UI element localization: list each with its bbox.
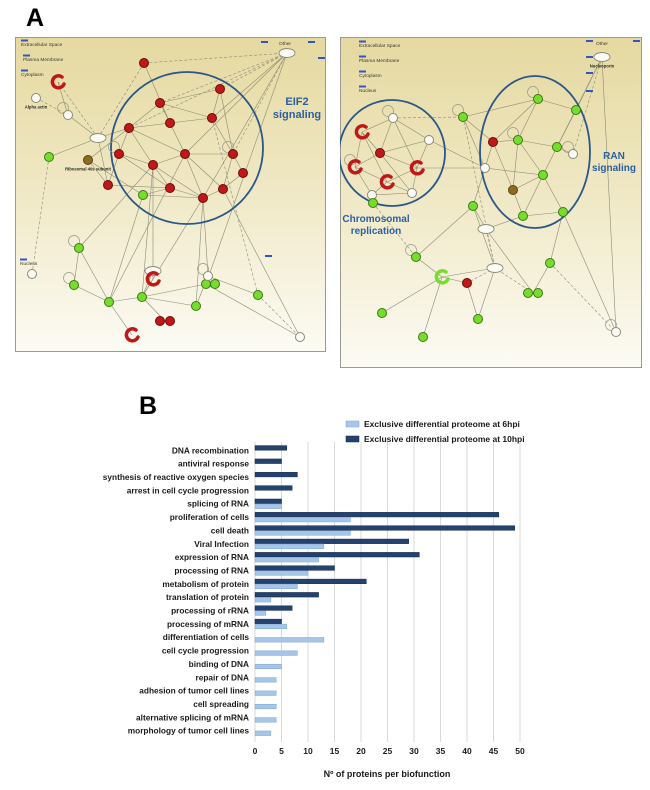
compartment-dash-icon	[20, 259, 27, 261]
bar-10hpi	[255, 619, 282, 624]
compartment-label: Cytoplasm	[359, 74, 382, 79]
green-protein-node	[45, 153, 54, 162]
x-tick-label: 40	[462, 746, 472, 756]
category-label: proliferation of cells	[169, 512, 249, 523]
compartment-dash-icon	[359, 71, 366, 73]
bar-10hpi	[255, 459, 282, 464]
red-protein-node	[104, 181, 113, 190]
green-protein-node	[369, 199, 378, 208]
blue-dash-marker	[586, 90, 593, 92]
red-protein-node	[140, 59, 149, 68]
green-protein-node	[75, 244, 84, 253]
bar-6hpi	[255, 718, 276, 723]
legend-swatch	[346, 421, 359, 427]
compartment-dash-icon	[21, 70, 28, 72]
red-protein-node	[239, 169, 248, 178]
bar-10hpi	[255, 526, 515, 531]
red-protein-node	[463, 279, 472, 288]
panel-b-label: B	[139, 392, 158, 420]
x-tick-label: 5	[279, 746, 284, 756]
pathway-annotation: RAN	[603, 151, 625, 162]
compartment-label: Nucleus	[359, 89, 377, 94]
legend-label: Exclusive differential proteome at 10hpi	[364, 434, 525, 444]
category-label: metabolism of protein	[162, 578, 249, 589]
green-protein-node	[412, 253, 421, 262]
green-protein-node	[474, 315, 483, 324]
bar-6hpi	[255, 691, 276, 696]
green-protein-node	[254, 291, 263, 300]
category-label: synthesis of reactive oxygen species	[102, 472, 249, 482]
green-dimer-node	[524, 289, 533, 298]
bar-6hpi	[255, 731, 271, 736]
green-protein-node	[138, 293, 147, 302]
white-protein-node	[569, 150, 578, 159]
red-protein-node	[149, 161, 158, 170]
network-background	[341, 38, 642, 368]
compartment-dash-icon	[359, 56, 366, 58]
chart-bars	[255, 446, 515, 736]
green-protein-node	[419, 333, 428, 342]
compartment-label: Plasma Membrane	[23, 58, 64, 63]
compartment-label: Other	[596, 42, 608, 47]
green-protein-node	[469, 202, 478, 211]
green-protein-node	[378, 309, 387, 318]
green-dimer-node	[534, 289, 543, 298]
compartment-dash-icon	[21, 40, 28, 42]
category-label: cell cycle progression	[161, 645, 249, 656]
biofunction-bar-chart	[0, 400, 650, 790]
bar-6hpi	[255, 678, 276, 683]
green-protein-node	[139, 191, 148, 200]
panel-a-label: A	[26, 4, 45, 32]
pathway-annotation: replication	[350, 226, 402, 237]
compartment-label: Cytoplasm	[21, 73, 44, 78]
green-protein-node	[105, 298, 114, 307]
node-label: Alpha actin	[24, 104, 48, 110]
x-tick-label: 50	[515, 746, 525, 756]
category-label: antiviral response	[177, 458, 249, 469]
bar-6hpi	[255, 517, 350, 522]
red-protein-node	[156, 99, 165, 108]
green-protein-node	[559, 208, 568, 217]
bar-10hpi	[255, 566, 335, 571]
category-label: cell spreading	[193, 698, 249, 709]
red-protein-node	[199, 194, 208, 203]
compartment-label: Extracellular Space	[21, 43, 63, 48]
white-protein-node	[389, 114, 398, 123]
category-label: splicing of RNA	[187, 498, 249, 509]
red-protein-node	[115, 150, 124, 159]
category-label: processing of mRNA	[166, 618, 249, 629]
bar-6hpi	[255, 638, 324, 643]
red-protein-node	[489, 138, 498, 147]
white-protein-node	[204, 272, 213, 281]
compartment-label: Plasma Membrane	[359, 59, 400, 64]
category-label: translation of protein	[166, 592, 249, 603]
category-label: adhesion of tumor cell lines	[139, 685, 249, 696]
compartment-dash-icon	[359, 86, 366, 88]
white-protein-node	[64, 111, 73, 120]
green-protein-node	[514, 136, 523, 145]
x-tick-label: 15	[329, 746, 340, 756]
pathway-annotation: signaling	[272, 109, 322, 121]
legend-label: Exclusive differential proteome at 6hpi	[364, 419, 520, 429]
category-label: alternative splicing of mRNA	[136, 712, 249, 723]
bar-6hpi	[255, 651, 297, 656]
bar-6hpi	[255, 584, 297, 589]
x-tick-label: 0	[252, 746, 258, 756]
bar-6hpi	[255, 544, 324, 549]
green-protein-node	[192, 302, 201, 311]
red-dimer-node	[166, 317, 175, 326]
compartment-dash-icon	[359, 41, 366, 43]
red-protein-node	[181, 150, 190, 159]
white-protein-node	[32, 94, 41, 103]
category-label: morphology of tumor cell lines	[127, 725, 249, 736]
blue-dash-marker	[586, 40, 593, 42]
bar-6hpi	[255, 664, 282, 669]
bar-10hpi	[255, 486, 292, 491]
bar-10hpi	[255, 446, 287, 451]
green-protein-node	[534, 95, 543, 104]
x-axis-title: Nº of proteins per biofunction	[323, 769, 451, 779]
complex-node	[279, 49, 295, 58]
node-label: Nucleoporin	[589, 63, 615, 69]
white-protein-node	[481, 164, 490, 173]
x-tick-label: 10	[303, 746, 313, 756]
green-protein-node	[211, 280, 220, 289]
chart-gridlines	[255, 442, 520, 742]
bar-10hpi	[255, 552, 419, 557]
category-label: Viral Infection	[194, 538, 249, 549]
white-protein-node	[408, 189, 417, 198]
blue-dash-marker	[633, 40, 640, 42]
blue-dash-marker	[308, 41, 315, 43]
brown-protein-node	[84, 156, 93, 165]
blue-dash-marker	[586, 72, 593, 74]
red-protein-node	[125, 124, 134, 133]
bar-6hpi	[255, 597, 271, 602]
red-protein-node	[376, 149, 385, 158]
red-protein-node	[208, 114, 217, 123]
compartment-dash-icon	[23, 55, 30, 57]
x-tick-label: 30	[409, 746, 419, 756]
x-tick-label: 20	[356, 746, 366, 756]
pathway-annotation: EIF2	[285, 96, 309, 108]
bar-10hpi	[255, 592, 319, 597]
complex-node	[487, 264, 503, 273]
green-protein-node	[459, 113, 468, 122]
green-protein-node	[572, 106, 581, 115]
red-dimer-node	[156, 317, 165, 326]
red-protein-node	[216, 85, 225, 94]
complex-node	[594, 53, 610, 62]
red-protein-node	[166, 119, 175, 128]
legend-swatch	[346, 436, 359, 442]
bar-10hpi	[255, 512, 499, 517]
brown-protein-node	[509, 186, 518, 195]
bar-10hpi	[255, 579, 366, 584]
x-tick-label: 25	[382, 746, 393, 756]
category-label: cell death	[210, 525, 249, 536]
bar-6hpi	[255, 504, 282, 509]
blue-dash-marker	[265, 255, 272, 257]
category-label: arrest in cell cycle progression	[126, 485, 249, 496]
red-protein-node	[219, 185, 228, 194]
red-protein-node	[166, 184, 175, 193]
category-label: repair of DNA	[195, 672, 249, 683]
ran-chromosomal-network	[340, 37, 642, 368]
bar-10hpi	[255, 539, 409, 544]
white-protein-node	[28, 270, 37, 279]
compartment-label: Extracellular Space	[359, 44, 401, 49]
eif2-signaling-network	[15, 37, 326, 352]
bar-6hpi	[255, 557, 319, 562]
green-protein-node	[546, 259, 555, 268]
category-label: processing of RNA	[174, 565, 249, 576]
x-tick-label: 35	[435, 746, 446, 756]
compartment-label: Nucleus	[20, 262, 38, 267]
pathway-annotation: signaling	[592, 163, 636, 174]
category-label: differentiation of cells	[162, 632, 249, 643]
bar-6hpi	[255, 624, 287, 629]
blue-dash-marker	[261, 41, 268, 43]
green-protein-node	[70, 281, 79, 290]
bar-10hpi	[255, 472, 297, 477]
blue-dash-marker	[318, 57, 325, 59]
red-protein-node	[229, 150, 238, 159]
complex-node	[90, 134, 106, 143]
white-protein-node	[612, 328, 621, 337]
green-protein-node	[519, 212, 528, 221]
bar-6hpi	[255, 531, 350, 536]
category-label: binding of DNA	[188, 658, 249, 669]
white-protein-node	[425, 136, 434, 145]
blue-dash-marker	[586, 56, 593, 58]
category-label: DNA recombination	[171, 445, 249, 456]
white-protein-node	[296, 333, 305, 342]
chart-legend	[346, 419, 525, 444]
node-label: Ribosomal 40s subunit	[65, 166, 111, 172]
category-label: expression of RNA	[174, 552, 249, 563]
green-protein-node	[539, 171, 548, 180]
bar-6hpi	[255, 571, 308, 576]
bar-6hpi	[255, 611, 266, 616]
bar-10hpi	[255, 499, 282, 504]
pathway-annotation: Chromosomal	[342, 214, 410, 225]
x-tick-label: 45	[488, 746, 499, 756]
green-protein-node	[553, 143, 562, 152]
bar-10hpi	[255, 606, 292, 611]
compartment-label: Other	[279, 42, 291, 47]
complex-node	[478, 225, 494, 234]
category-label: processing of rRNA	[171, 605, 249, 616]
bar-6hpi	[255, 704, 276, 709]
